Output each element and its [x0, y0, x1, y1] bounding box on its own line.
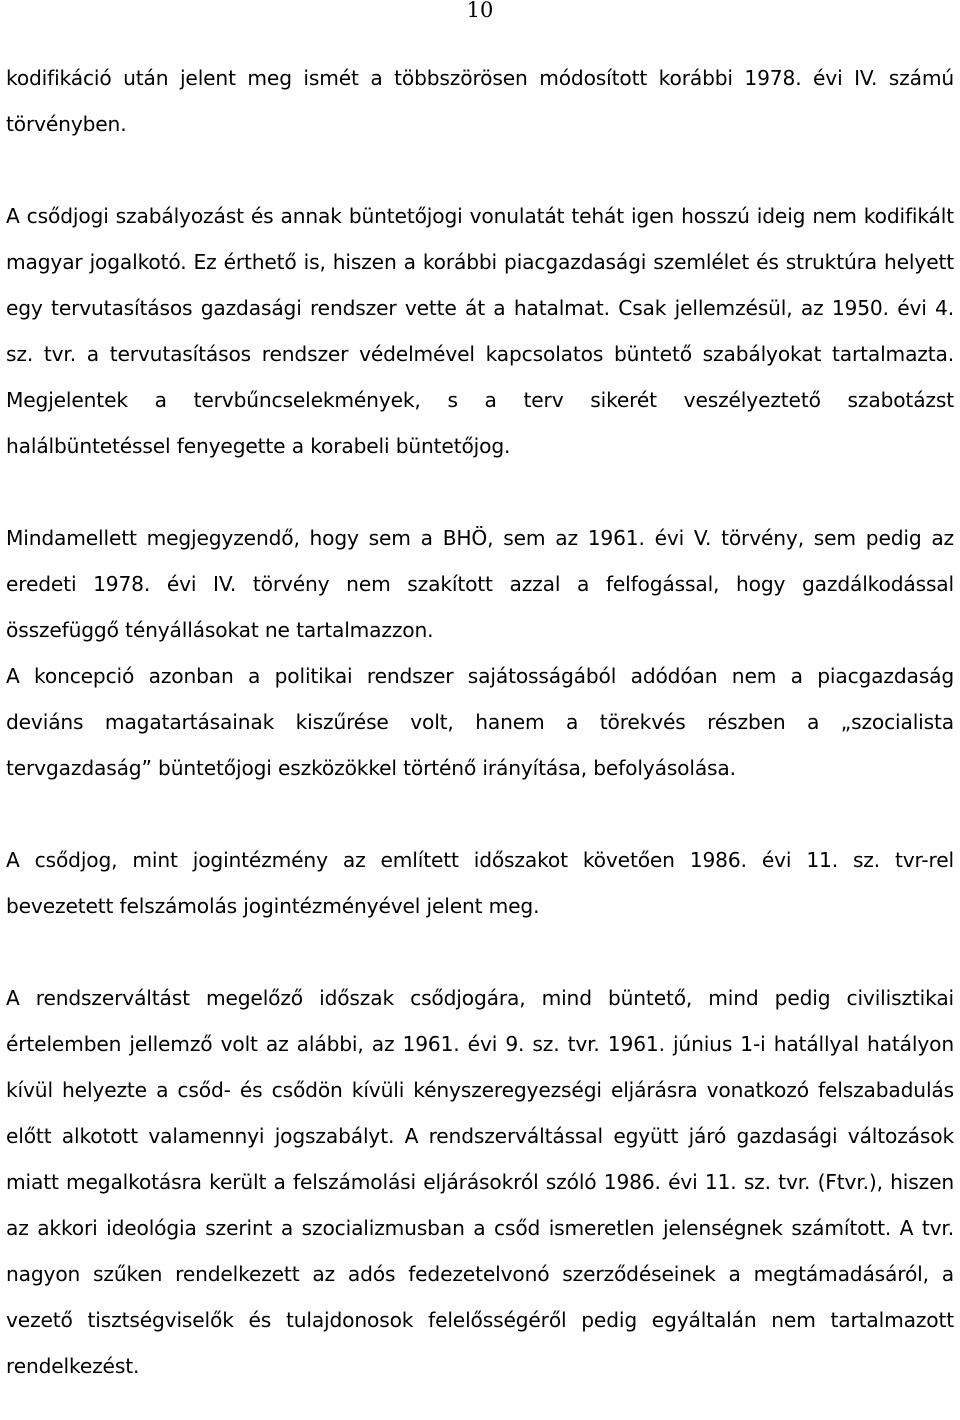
paragraph-6: A rendszerváltást megelőző időszak csődjogára, mind büntető, mind pedig civilisztikai értelemben jellemző volt az alábbi, az 1961. évi 9. sz. tvr. 1961. június 1-i hatállyal hatályon kívül helyezte a csőd- és csődön kívüli kényszeregyezségi eljárásra vonatkozó felszabadulás előtt alkotott valamennyi jogszabályt. A rendszerváltással együtt járó gazdasági változások miatt megalkotásra került a felszámolási eljárásokról szóló 1986. évi 11. sz. tvr. (Ftvr.), hiszen az akkori ideológia szerint a szocializmusban a csőd ismeretlen jelenségnek számított. A tvr. nagyon szűken rendelkezett az adós fedezetelvonó szerződéseinek a megtámadásáról, a vezető tisztségviselők és tulajdonosok felelősségéről pedig egyáltalán nem tartalmazott rendelkezést.: [6, 986, 954, 1378]
paragraph-4: A koncepció azonban a politikai rendszer sajátosságából adódóan nem a piacgazdaság deviáns magatartásainak kiszűrése volt, hanem a törekvés részben a „szocialista tervgazdaság” büntetőjogi eszközökkel történő irányítása, befolyásolása.: [6, 664, 954, 780]
paragraph-5: A csődjog, mint jogintézmény az említett időszakot követően 1986. évi 11. sz. tvr-rel bevezetett felszámolás jogintézményével jelent meg.: [6, 848, 954, 918]
paragraph-3: Mindamellett megjegyzendő, hogy sem a BHÖ, sem az 1961. évi V. törvény, sem pedig az eredeti 1978. évi IV. törvény nem szakított azzal a felfogással, hogy gazdálkodással összefüggő tényállásokat ne tartalmazzon.: [6, 526, 954, 642]
paragraph-2: A csődjogi szabályozást és annak büntetőjogi vonulatát tehát igen hosszú ideig nem kodifikált magyar jogalkotó. Ez érthető is, hiszen a korábbi piacgazdasági szemlélet és struktúra helyett egy tervutasításos gazdasági rendszer vette át a hatalmat. Csak jellemzésül, az 1950. évi 4. sz. tvr. a tervutasításos rendszer védelmével kapcsolatos büntető szabályokat tartalmazta. Megjelentek a tervbűncselekmények, s a terv sikerét veszélyeztető szabotázst halálbüntetéssel fenyegette a korabeli büntetőjog.: [6, 204, 954, 458]
page-number: 10: [466, 0, 494, 22]
paragraph-1: kodifikáció után jelent meg ismét a többszörösen módosított korábbi 1978. évi IV. számú törvényben.: [6, 66, 954, 136]
document-body: [6, 55, 954, 1389]
